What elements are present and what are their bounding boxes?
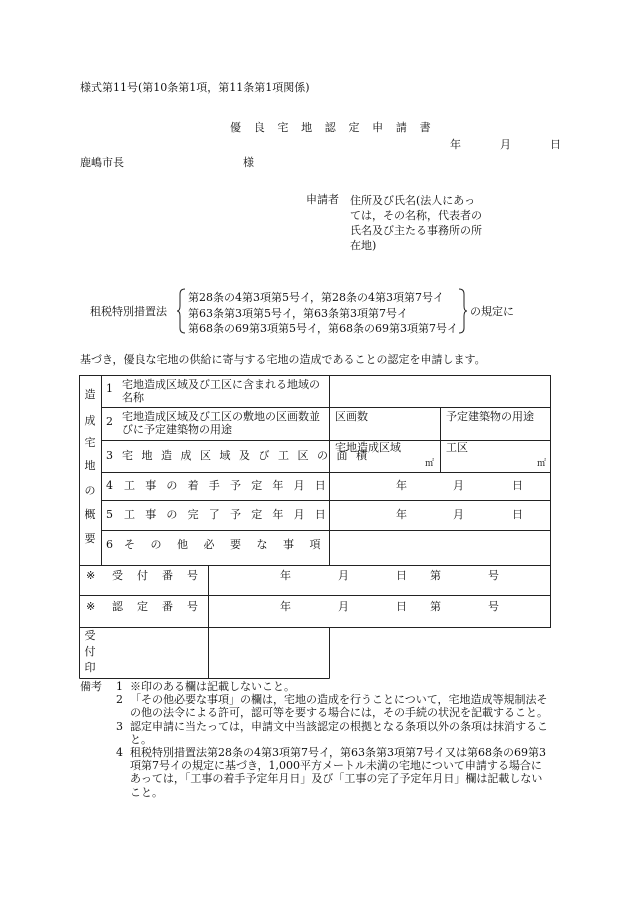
stamp-label-char: 受: [84, 629, 96, 642]
notes-label: 備考: [80, 680, 102, 693]
receipt-year: 年: [280, 569, 291, 582]
side-label-char: 宅: [84, 436, 96, 449]
cert-dai: 第: [430, 600, 441, 613]
note-number: 3: [116, 719, 123, 733]
date-year: 年: [450, 138, 461, 151]
law-name: 租税特別措置法: [90, 305, 167, 318]
applicant-label: 申請者: [306, 193, 339, 206]
note-text: 認定申請に当たっては，申請文中当該認定の根拠となる条項以外の条項は抹消すること。: [130, 719, 548, 746]
receipt-dai: 第: [430, 569, 441, 582]
receipt-mark: ※: [86, 569, 96, 582]
cert-day: 日: [396, 600, 407, 613]
side-label-char: 要: [84, 532, 96, 545]
start-day: 日: [512, 479, 523, 492]
note-item: [80, 720, 550, 746]
start-month: 月: [453, 479, 464, 492]
start-year: 年: [396, 479, 407, 492]
intro-sentence: 基づき，優良な宅地の供給に寄与する宅地の造成であることの認定を申請します。: [80, 353, 486, 366]
left-brace: [176, 288, 186, 334]
row-label-other: その他必要な事項: [124, 538, 336, 551]
section-label: 工区: [446, 441, 468, 454]
addressee-honorific: 様: [243, 156, 254, 169]
row-number: 5: [106, 508, 113, 521]
row-number: 3: [106, 449, 113, 462]
end-month: 月: [453, 508, 464, 521]
notes-section: [80, 680, 550, 799]
date-line: [450, 138, 561, 152]
row-number: 2: [106, 415, 113, 428]
note-text: 租税特別措置法第28条の4第3項第7号イ，第63条第3項第7号イ又は第68条の69第3項第7号イの規定に基づき，1,000平方メートル未満の宅地について申請する場合にあっては，「工事の着手予定年月日」及び「工事の完了予定年月日」欄は記載しないこと。: [130, 746, 546, 799]
date-month: 月: [500, 138, 511, 151]
dev-area-label: 宅地造成区域: [335, 441, 401, 454]
date-day: 日: [550, 138, 561, 151]
right-brace: [458, 288, 468, 334]
row-label-lot-count: 宅地造成区域及び工区の敷地の区画数並びに予定建築物の用途: [122, 410, 320, 436]
stamp-label-char: 印: [84, 661, 96, 674]
cert-number-label: 認定番号: [112, 600, 212, 613]
addressee-name: 鹿嶋市長: [80, 156, 124, 169]
row-label-area-name: 宅地造成区域及び工区に含まれる地域の名称: [122, 378, 320, 404]
lot-count-label: 区画数: [335, 410, 368, 423]
form-number: 様式第11号(第10条第1項，第11条第1項関係): [80, 81, 310, 94]
applicant-instructions: 住所及び氏名(法人にあっては，その名称，代表者の氏名及び主たる事務所の所在地): [350, 194, 482, 252]
law-suffix: の規定に: [470, 305, 514, 318]
note-item: [80, 746, 550, 799]
row-label-area: 宅地造成区域及び工区の面積: [122, 449, 376, 462]
note-number: 2: [116, 693, 123, 707]
law-article-line: 第63条第3項第5号イ，第63条第3項第7号イ: [188, 306, 408, 320]
row-number: 1: [106, 382, 113, 395]
side-label-char: の: [84, 484, 96, 497]
note-item: [80, 680, 550, 693]
row-label-end-date: 工事の完了予定年月日: [124, 508, 336, 521]
row-number: 6: [106, 538, 113, 551]
note-text: ※印のある欄は記載しないこと。: [130, 680, 295, 693]
cert-mark: ※: [86, 600, 96, 613]
end-year: 年: [396, 508, 407, 521]
receipt-go: 号: [488, 569, 499, 582]
side-label-char: 地: [84, 459, 96, 472]
note-text: 「その他必要な事項」の欄は，宅地の造成を行うことについて，宅地造成等規制法その他の法令による許可，認可等を要する場合には，その手続の状況を記載すること。: [130, 693, 548, 720]
row-label-start-date: 工事の着手予定年月日: [124, 479, 336, 492]
cert-go: 号: [488, 600, 499, 613]
cert-month: 月: [338, 600, 349, 613]
cert-year: 年: [280, 600, 291, 613]
side-label-char: 概: [84, 508, 96, 521]
law-article-line: 第28条の4第3項第5号イ，第28条の4第3項第7号イ: [188, 291, 444, 304]
note-item: [80, 693, 550, 719]
law-article-list: [188, 290, 458, 337]
stamp-label-char: 付: [84, 645, 96, 658]
law-article-line: 第68条の69第3項第5号イ，第68条の69第3項第7号イ: [188, 322, 458, 335]
row-number: 4: [106, 479, 113, 492]
side-label-char: 成: [84, 414, 96, 427]
receipt-month: 月: [338, 569, 349, 582]
side-label-char: 造: [84, 388, 96, 401]
end-day: 日: [512, 508, 523, 521]
unit-sqm: ㎡: [537, 459, 547, 469]
receipt-number-label: 受付番号: [112, 569, 212, 582]
building-use-label: 予定建築物の用途: [446, 410, 534, 423]
receipt-day: 日: [396, 569, 407, 582]
note-number: 1: [116, 680, 123, 693]
unit-sqm: ㎡: [425, 459, 435, 469]
page-title: 優 良 宅 地 認 定 申 請 書: [230, 121, 436, 134]
note-number: 4: [116, 746, 123, 760]
